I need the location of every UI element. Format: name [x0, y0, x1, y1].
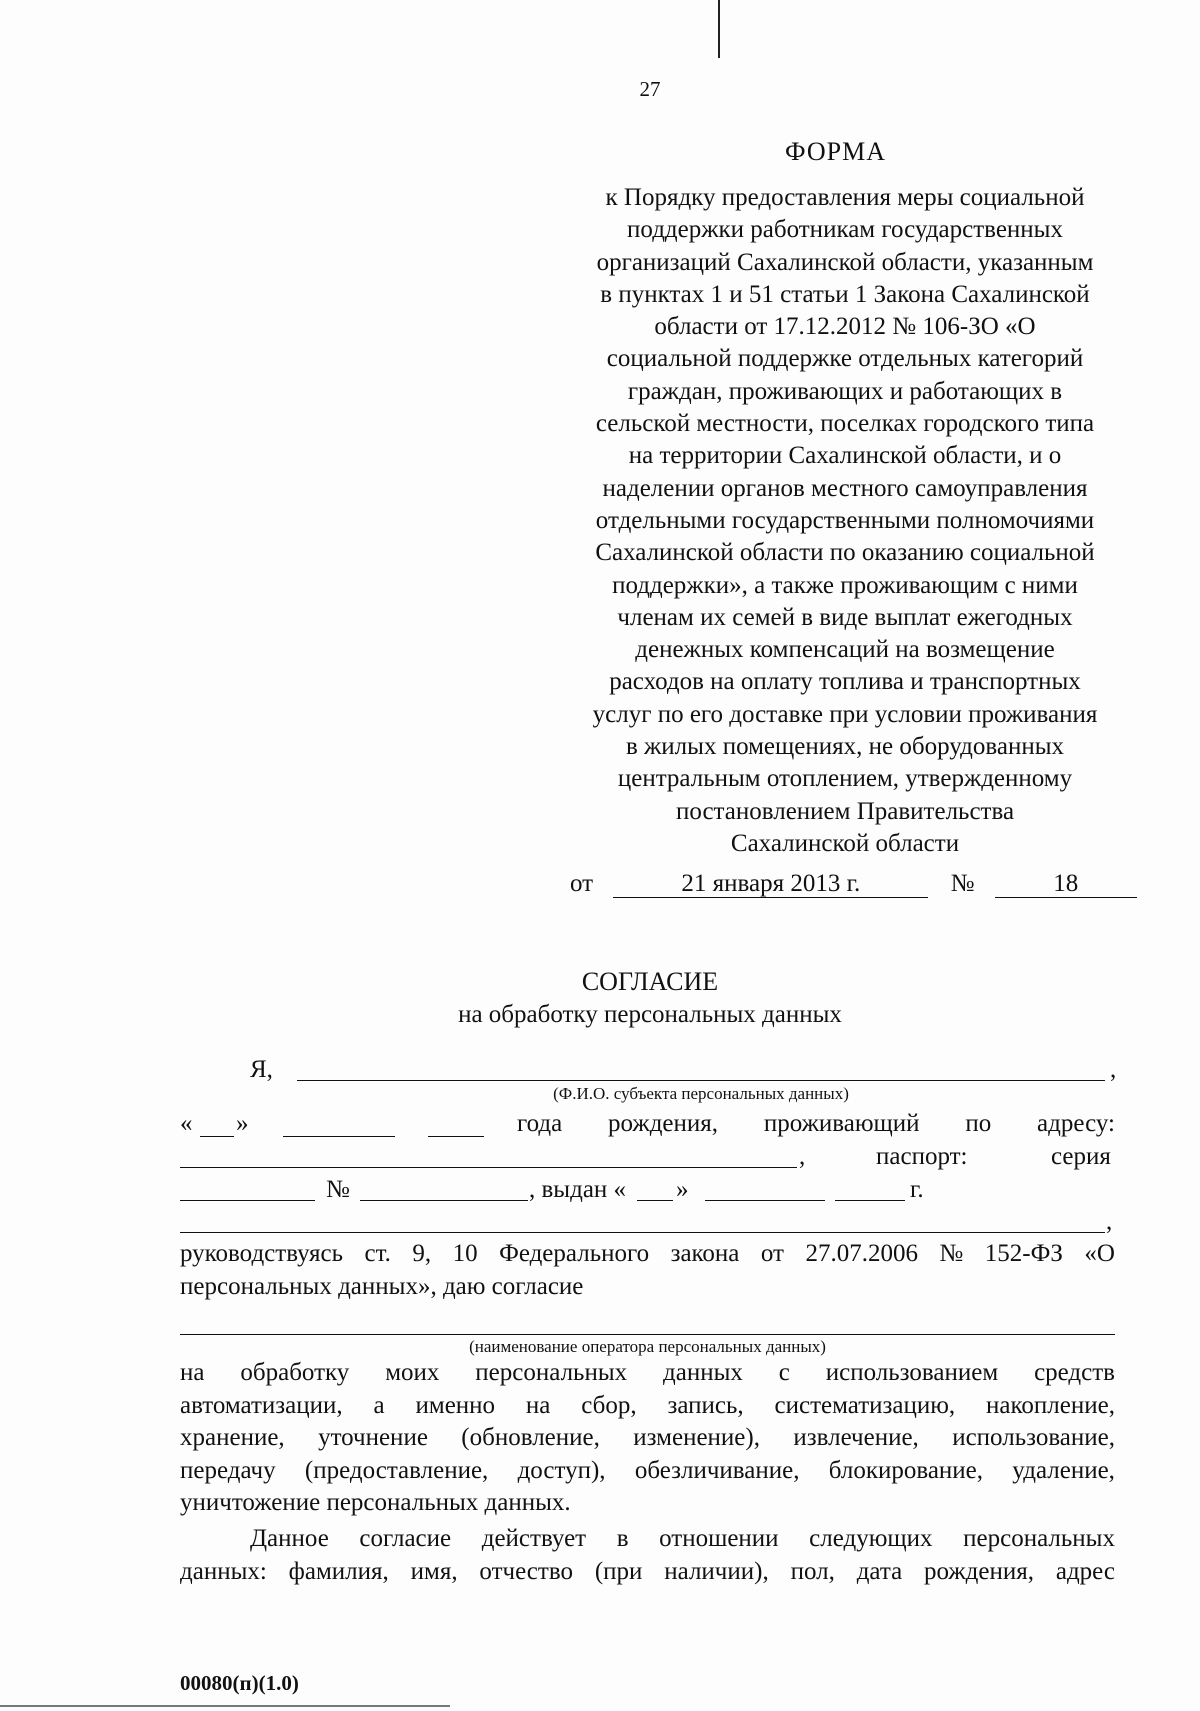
birth-month-field[interactable]	[283, 1136, 395, 1137]
processing-line	[180, 1455, 1115, 1488]
word: данных	[663, 1359, 743, 1386]
scan-bottom-edge	[0, 1705, 450, 1707]
word: фамилия,	[288, 1557, 389, 1585]
fio-field-line[interactable]	[297, 1080, 1105, 1081]
processing-line	[180, 1422, 1115, 1455]
issued-year-field[interactable]	[835, 1200, 905, 1201]
word: персональных	[475, 1359, 628, 1386]
word: 9,	[412, 1240, 432, 1267]
word: обезличивание,	[634, 1456, 800, 1484]
word: данных:	[180, 1557, 267, 1585]
forma-line: Сахалинской области по оказанию социальной	[595, 539, 1095, 567]
word: автоматизации,	[180, 1391, 343, 1419]
word: №	[939, 1240, 964, 1267]
processing-line	[180, 1390, 1115, 1423]
forma-line: в жилых помещениях, не оборудованных	[625, 733, 1065, 761]
word: отношении	[659, 1525, 779, 1552]
word: рождения,	[608, 1110, 719, 1137]
forma-line: расходов на оплату топлива и транспортных	[609, 668, 1081, 696]
guided-paragraph	[180, 1238, 1115, 1303]
issued-by-comma: ,	[1106, 1208, 1113, 1235]
validity-line-1	[180, 1523, 1115, 1556]
word: (при	[594, 1557, 643, 1585]
forma-line: наделении органов местного самоуправления	[602, 474, 1088, 502]
word: удаление,	[1012, 1456, 1115, 1484]
forma-line: денежных компенсаций на возмещение	[635, 636, 1055, 664]
word: адресу:	[1037, 1110, 1115, 1137]
number-sign: №	[950, 870, 975, 897]
issued-day-field[interactable]	[637, 1200, 673, 1201]
processing-line	[180, 1357, 1115, 1390]
word: ст.	[364, 1240, 391, 1267]
forma-line: к Порядку предоставления меры социальной	[605, 184, 1085, 211]
birth-address-text	[517, 1110, 1115, 1138]
word: на	[180, 1359, 205, 1386]
forma-line: в пунктах 1 и 51 статьи 1 Закона Сахалинской	[600, 280, 1090, 308]
word: пол,	[790, 1557, 835, 1585]
date-prefix: от	[570, 870, 594, 897]
guided-line-1	[180, 1238, 1115, 1271]
word: систематизацию,	[774, 1391, 956, 1419]
word: использованием	[825, 1359, 999, 1386]
word: следующих	[809, 1525, 933, 1552]
word: года	[517, 1110, 563, 1137]
processing-line-last: уничтожение персональных данных.	[180, 1489, 571, 1516]
issued-month-field[interactable]	[705, 1200, 825, 1201]
passport-series-field[interactable]	[180, 1200, 315, 1201]
word: именно	[415, 1391, 496, 1419]
forma-line: членам их семей в виде выплат ежегодных	[617, 603, 1073, 631]
forma-line: на территории Сахалинской области, и о	[628, 442, 1062, 470]
issued-label: , выдан «	[529, 1176, 627, 1203]
resolution-number: 18	[995, 870, 1137, 898]
word: 152-ФЗ	[984, 1240, 1063, 1267]
address-field[interactable]	[180, 1167, 797, 1168]
forma-line: отдельными государственными полномочиями	[595, 506, 1095, 534]
issued-quote-close: »	[676, 1176, 689, 1203]
birth-quote-close: »	[236, 1110, 249, 1137]
issued-by-field[interactable]	[180, 1232, 1105, 1233]
word: персональных	[963, 1525, 1115, 1552]
forma-line: поддержки работникам государственных	[627, 216, 1063, 244]
word: запись,	[667, 1391, 744, 1419]
passport-label: паспорт:	[876, 1143, 968, 1170]
word: а	[373, 1391, 385, 1419]
word: наличии),	[664, 1557, 769, 1585]
operator-caption: (наименование оператора персональных данных)	[469, 1337, 826, 1356]
word: руководствуясь	[180, 1240, 344, 1267]
forma-line: граждан, проживающих и работающих в	[627, 377, 1063, 405]
word: сбор,	[581, 1391, 637, 1419]
word: обработку	[240, 1359, 350, 1386]
word: Данное	[250, 1525, 329, 1552]
forma-line: сельской местности, поселках городского типа	[595, 410, 1095, 438]
page-number: 27	[639, 77, 661, 101]
form-code: 00080(п)(1.0)	[180, 1671, 299, 1695]
birth-quote-open: «	[180, 1110, 193, 1137]
processing-paragraph	[180, 1357, 1115, 1520]
word: отчество	[479, 1557, 573, 1585]
resolution-date-line	[570, 870, 1137, 898]
word: передачу	[180, 1456, 276, 1484]
word: согласие	[359, 1525, 452, 1552]
series-label: серия	[1051, 1143, 1111, 1170]
passport-number-sign: №	[326, 1176, 350, 1203]
word: Федерального	[499, 1240, 650, 1267]
word: «О	[1084, 1240, 1115, 1267]
birth-year-field[interactable]	[428, 1136, 484, 1137]
forma-line: Сахалинской области	[730, 829, 960, 857]
word: уточнение	[318, 1424, 428, 1451]
word: с	[778, 1359, 790, 1386]
passport-number-field[interactable]	[360, 1200, 528, 1201]
word: на	[525, 1391, 551, 1419]
forma-line: области от 17.12.2012 № 106-ЗО «О	[654, 313, 1036, 341]
word: дата	[856, 1557, 903, 1585]
word: (обновление,	[461, 1424, 600, 1451]
word: от	[760, 1240, 784, 1267]
forma-line: центральным отоплением, утвержденному	[617, 765, 1073, 793]
forma-line: услуг по его доставке при условии проживания	[592, 700, 1098, 728]
word: 27.07.2006	[805, 1240, 918, 1267]
word: закона	[670, 1240, 740, 1267]
word: (предоставление,	[304, 1456, 489, 1484]
word: средств	[1034, 1359, 1115, 1386]
ya-label: Я,	[250, 1056, 273, 1083]
word: доступ),	[517, 1456, 606, 1484]
forma-title: ФОРМА	[785, 137, 886, 166]
validity-line-2	[180, 1556, 1115, 1589]
consent-subtitle: на обработку персональных данных	[458, 1001, 842, 1028]
word: проживающий	[763, 1110, 920, 1137]
word: использование,	[952, 1424, 1115, 1451]
word: рождения,	[924, 1557, 1035, 1585]
forma-line: поддержки», а также проживающим с ними	[612, 571, 1078, 599]
fio-comma: ,	[1110, 1056, 1117, 1083]
word: извлечение,	[793, 1424, 919, 1451]
validity-paragraph	[180, 1523, 1115, 1588]
word: блокирование,	[828, 1456, 984, 1484]
consent-title: СОГЛАСИЕ	[581, 967, 719, 996]
fio-caption: (Ф.И.О. субъекта персональных данных)	[553, 1084, 849, 1103]
forma-description	[545, 182, 1145, 860]
word: по	[965, 1110, 992, 1137]
word: моих	[385, 1359, 440, 1386]
word: в	[616, 1525, 629, 1552]
scan-margin-mark	[718, 0, 720, 58]
address-comma: ,	[799, 1143, 806, 1170]
birth-day-field[interactable]	[200, 1136, 234, 1137]
word: накопление,	[986, 1391, 1115, 1419]
resolution-date: 21 января 2013 г.	[613, 870, 928, 898]
issued-year-suffix: г.	[910, 1176, 924, 1203]
word: изменение),	[633, 1424, 760, 1451]
forma-line: социальной поддержке отдельных категорий	[606, 345, 1084, 373]
guided-line-2: персональных данных», даю согласие	[180, 1272, 584, 1300]
word: имя,	[410, 1557, 458, 1585]
word: адрес	[1055, 1557, 1115, 1585]
operator-field[interactable]	[180, 1334, 1115, 1335]
word: 10	[452, 1240, 478, 1267]
forma-line: постановлением Правительства	[675, 797, 1015, 825]
word: хранение,	[180, 1424, 285, 1451]
forma-line: организаций Сахалинской области, указанным	[596, 248, 1094, 276]
word: действует	[481, 1525, 587, 1552]
